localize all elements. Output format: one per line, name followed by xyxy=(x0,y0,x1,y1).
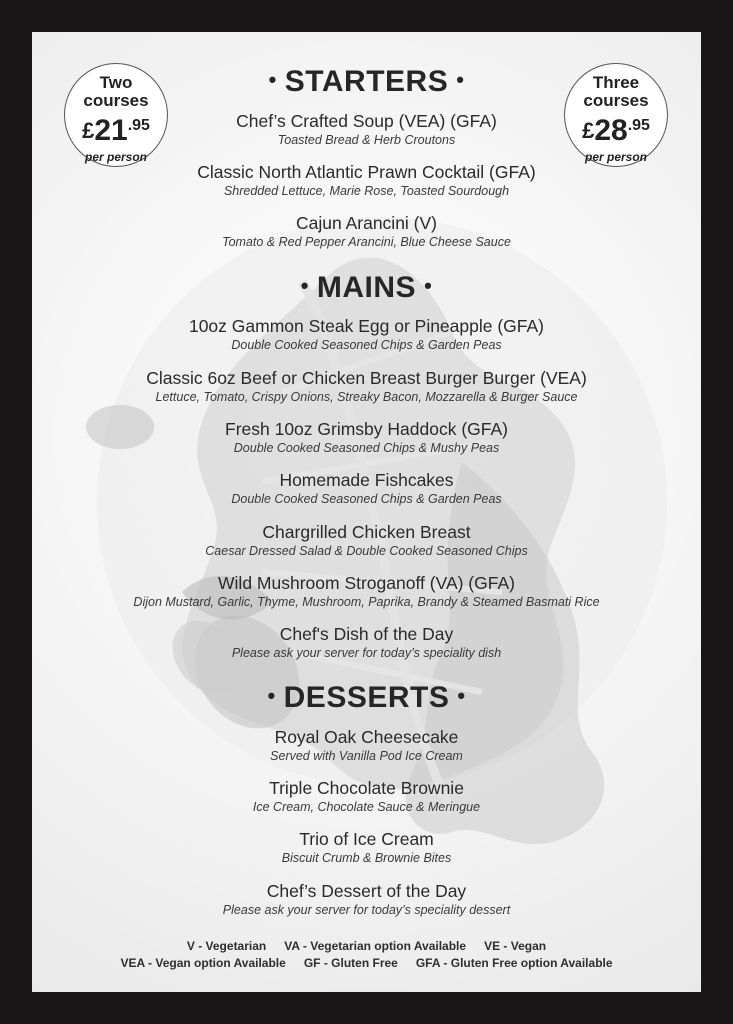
menu-item xyxy=(32,778,701,815)
bullet: • xyxy=(268,67,277,92)
section-title-text: MAINS xyxy=(316,271,417,304)
badge-price-decimal: .95 xyxy=(127,117,150,134)
badge-price-decimal: .95 xyxy=(627,117,650,134)
badge-currency: £ xyxy=(82,118,95,143)
item-name: Cajun Arancini (V) xyxy=(295,213,438,233)
menu-item xyxy=(32,881,701,918)
legend-row xyxy=(32,955,701,972)
item-name: Classic North Atlantic Prawn Cocktail (GFA) xyxy=(197,162,536,182)
badge-line1: Two xyxy=(99,73,133,92)
item-name: Chef's Dish of the Day xyxy=(279,624,454,644)
legend-entry: V - Vegetarian xyxy=(186,939,267,953)
menu-item xyxy=(32,316,701,353)
menu-item xyxy=(32,111,701,148)
item-description: Please ask your server for today’s speciality dish xyxy=(231,646,502,660)
item-description: Dijon Mustard, Garlic, Thyme, Mushroom, Paprika, Brandy & Steamed Basmati Rice xyxy=(133,595,600,609)
menu-item xyxy=(32,213,701,250)
bullet: • xyxy=(457,683,466,708)
desserts-heading xyxy=(32,678,701,716)
menu-item xyxy=(32,419,701,456)
badge-line2: courses xyxy=(83,91,149,110)
bullet: • xyxy=(456,67,465,92)
menu-item xyxy=(32,162,701,199)
item-description: Shredded Lettuce, Marie Rose, Toasted Sourdough xyxy=(223,184,510,198)
section-title-text: STARTERS xyxy=(284,65,449,98)
legend-entry: GF - Gluten Free xyxy=(303,956,398,970)
item-name: Chef’s Dessert of the Day xyxy=(266,881,467,901)
legend-entry: VE - Vegan xyxy=(484,939,547,953)
legend-entry: VA - Vegetarian option Available xyxy=(284,939,467,953)
item-name: Chef’s Crafted Soup (VEA) (GFA) xyxy=(236,111,497,131)
legend-entry: GFA - Gluten Free option Available xyxy=(415,956,613,970)
badge-price-whole: 21 xyxy=(94,114,128,147)
item-description: Toasted Bread & Herb Croutons xyxy=(277,133,456,147)
item-name: Trio of Ice Cream xyxy=(299,829,434,849)
legend-row xyxy=(32,938,701,955)
dietary-legend xyxy=(32,938,701,972)
menu-page xyxy=(32,32,701,992)
item-description: Please ask your server for today’s speciality dessert xyxy=(222,903,511,917)
item-description: Tomato & Red Pepper Arancini, Blue Cheese Sauce xyxy=(222,235,511,249)
item-description: Biscuit Crumb & Brownie Bites xyxy=(281,851,452,865)
badge-price-whole: 28 xyxy=(594,114,628,147)
starters-heading xyxy=(32,62,701,100)
item-description: Served with Vanilla Pod Ice Cream xyxy=(270,749,463,763)
item-description: Double Cooked Seasoned Chips & Mushy Peas xyxy=(233,441,500,455)
badge-line2: courses xyxy=(583,91,649,110)
menu-item xyxy=(32,470,701,507)
bullet: • xyxy=(424,273,433,298)
menu-item xyxy=(32,368,701,405)
item-name: Triple Chocolate Brownie xyxy=(269,778,464,798)
item-description: Ice Cream, Chocolate Sauce & Meringue xyxy=(252,800,481,814)
menu-item xyxy=(32,727,701,764)
badge-currency: £ xyxy=(582,118,595,143)
item-name: Fresh 10oz Grimsby Haddock (GFA) xyxy=(225,419,508,439)
badge-per-person: per person xyxy=(84,150,147,164)
item-name: Wild Mushroom Stroganoff (VA) (GFA) xyxy=(218,573,515,593)
item-description: Double Cooked Seasoned Chips & Garden Peas xyxy=(231,338,502,352)
item-name: Classic 6oz Beef or Chicken Breast Burger Burger (VEA) xyxy=(146,368,587,388)
item-name: Royal Oak Cheesecake xyxy=(274,727,459,747)
badge-per-person: per person xyxy=(584,150,647,164)
item-description: Double Cooked Seasoned Chips & Garden Peas xyxy=(231,492,502,506)
badge-line1: Three xyxy=(592,73,640,92)
bullet: • xyxy=(300,273,309,298)
menu-item xyxy=(32,573,701,610)
item-name: 10oz Gammon Steak Egg or Pineapple (GFA) xyxy=(188,316,545,336)
menu-item xyxy=(32,829,701,866)
legend-entry: VEA - Vegan option Available xyxy=(120,956,286,970)
item-name: Homemade Fishcakes xyxy=(279,470,454,490)
menu-item xyxy=(32,624,701,661)
section-title-text: DESSERTS xyxy=(283,681,450,714)
item-name: Chargrilled Chicken Breast xyxy=(262,522,471,542)
bullet: • xyxy=(267,683,276,708)
mains-heading xyxy=(32,268,701,306)
item-description: Caesar Dressed Salad & Double Cooked Seasoned Chips xyxy=(205,544,528,558)
menu-item xyxy=(32,522,701,559)
item-description: Lettuce, Tomato, Crispy Onions, Streaky Bacon, Mozzarella & Burger Sauce xyxy=(155,390,578,404)
